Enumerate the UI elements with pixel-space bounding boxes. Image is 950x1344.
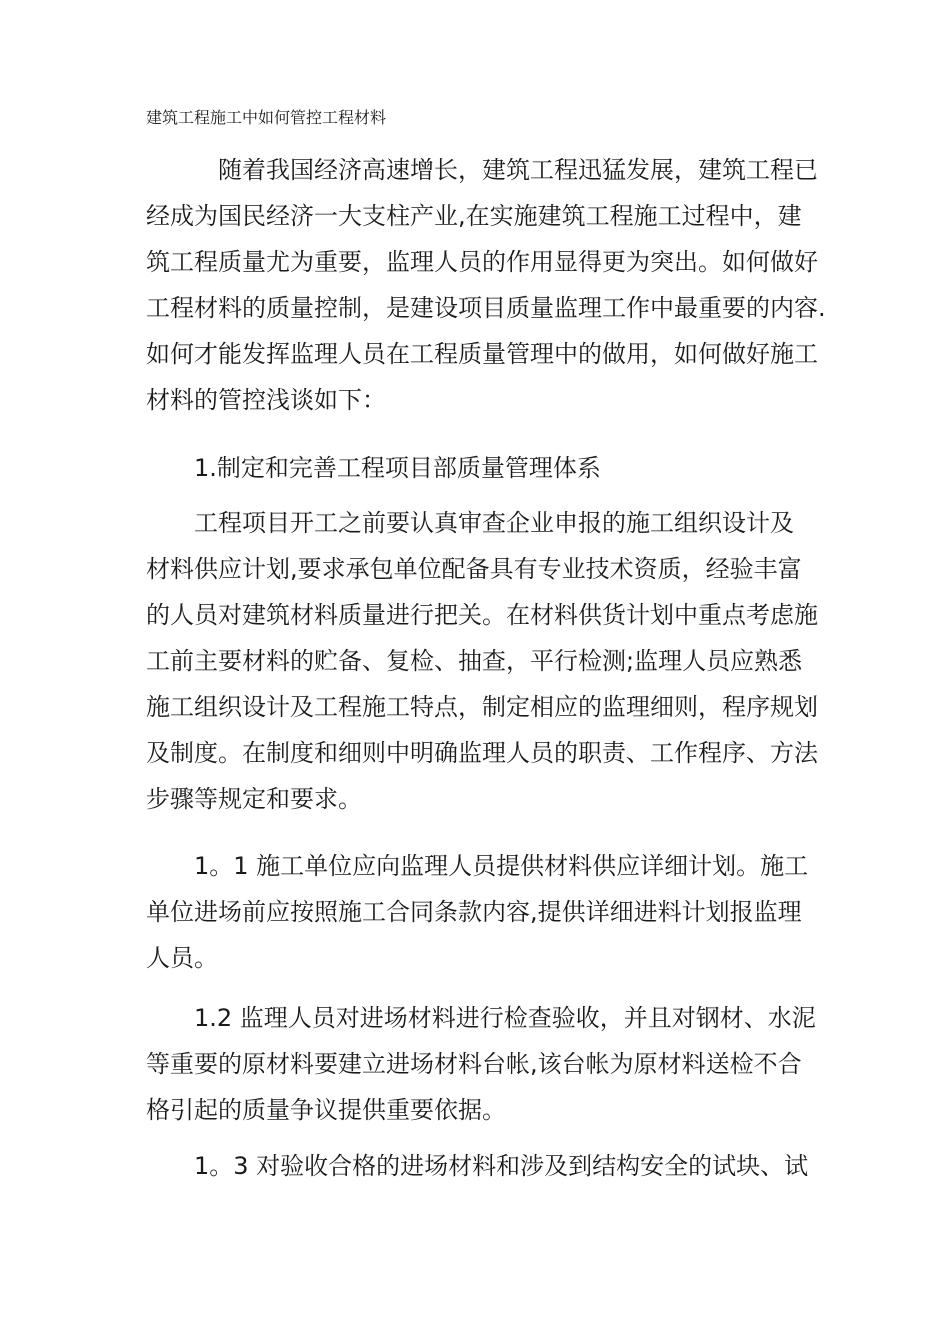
paragraph-intro: [146, 147, 826, 423]
text-line: 人员。: [146, 944, 218, 972]
text-line: 步骤等规定和要求。: [146, 785, 362, 813]
text-line: 材料供应计划,要求承包单位配备具有专业技术资质，经验丰富: [146, 555, 802, 583]
text-line: 工程材料的质量控制，是建设项目质量监理工作中最重要的内容.: [146, 294, 826, 322]
text-line: 格引起的质量争议提供重要依据。: [146, 1096, 506, 1124]
text-line: 材料的管控浅谈如下：: [146, 386, 386, 414]
text-line: 随着我国经济高速增长，建筑工程迅猛发展，建筑工程已: [218, 156, 818, 184]
paragraph-1-3: [146, 1143, 809, 1189]
text-line: 及制度。在制度和细则中明确监理人员的职责、工作程序、方法: [146, 739, 818, 767]
paragraph-1-1: [146, 843, 809, 981]
text-line: 1。3 对验收合格的进场材料和涉及到结构安全的试块、试: [194, 1152, 809, 1180]
text-line: 筑工程质量尤为重要，监理人员的作用显得更为突出。如何做好: [146, 248, 818, 276]
text-line: 1.2 监理人员对进场材料进行检查验收，并且对钢材、水泥: [194, 1004, 816, 1032]
text-line: 等重要的原材料要建立进场材料台帐,该台帐为原材料送检不合: [146, 1050, 802, 1078]
paragraph-1: [146, 500, 818, 822]
text-line: 工前主要材料的贮备、复检、抽查，平行检测;监理人员应熟悉: [146, 647, 803, 675]
paragraph-1-2: [146, 995, 816, 1133]
text-line: 1.制定和完善工程项目部质量管理体系: [194, 454, 601, 482]
text-line: 单位进场前应按照施工合同条款内容,提供详细进料计划报监理: [146, 898, 802, 926]
text-line: 1。1 施工单位应向监理人员提供材料供应详细计划。施工: [194, 852, 809, 880]
text-line: 如何才能发挥监理人员在工程质量管理中的做用，如何做好施工: [146, 340, 818, 368]
document-title: 建筑工程施工中如何管控工程材料: [146, 108, 387, 127]
text-line: 的人员对建筑材料质量进行把关。在材料供货计划中重点考虑施: [146, 601, 818, 629]
text-line: 经成为国民经济一大支柱产业,在实施建筑工程施工过程中，建: [146, 202, 802, 230]
text-line: 工程项目开工之前要认真审查企业申报的施工组织设计及: [194, 509, 794, 537]
text-line: 施工组织设计及工程施工特点，制定相应的监理细则，程序规划: [146, 693, 818, 721]
section-heading: [146, 445, 806, 491]
